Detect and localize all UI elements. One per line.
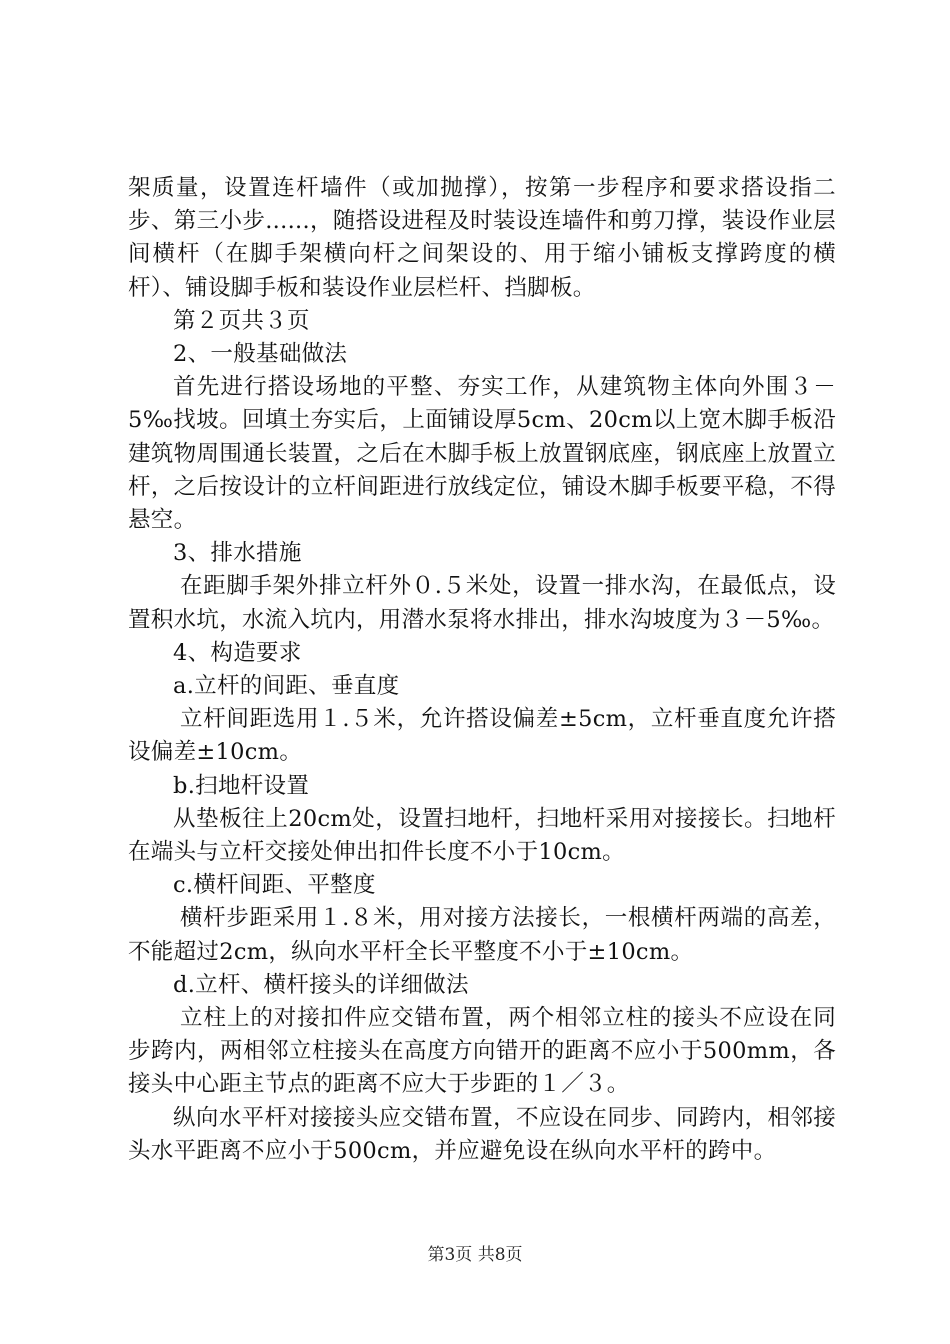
paragraph-b: 从垫板往上20cm处，设置扫地杆，扫地杆采用对接接长。扫地杆在端头与立杆交接处伸出扣件长度不小于10cm。 — [128, 805, 836, 866]
paragraph-a: 立杆间距选用１.５米，允许搭设偏差±5cm，立杆垂直度允许搭设偏差±10cm。 — [128, 706, 836, 766]
paragraph-drainage: 在距脚手架外排立杆外０.５米处，设置一排水沟，在最低点，设置积水坑，水流入坑内，用潜水泵将水排出，排水沟坡度为３－5‰。 — [128, 573, 836, 633]
paragraph-foundation: 首先进行搭设场地的平整、夯实工作，从建筑物主体向外围３－5‰找坡。回填土夯实后，上面铺设厚5cm、20cm以上宽木脚手板沿建筑物周围通长装置，之后在木脚手板上放置钢底座，钢底座上放置立杆，之后按设计的立杆间距进行放线定位，铺设木脚手板要平稳，不得悬空。 — [128, 374, 836, 534]
paragraph-c: 横杆步距采用１.８米，用对接方法接长，一根横杆两端的高差，不能超过2cm，纵向水平杆全长平整度不小于±10cm。 — [128, 905, 836, 965]
subheading-a: a.立杆的间距、垂直度 — [173, 673, 400, 700]
paragraph-d1: 立柱上的对接扣件应交错布置，两个相邻立柱的接头不应设在同步跨内，两相邻立柱接头在高度方向错开的距离不应小于500mm，各接头中心距主节点的距离不应大于步距的１／３。 — [128, 1005, 836, 1098]
subheading-c: c.横杆间距、平整度 — [173, 872, 376, 899]
body-text — [128, 172, 836, 1168]
paragraph-continuation: 架质量，设置连杆墙件（或加抛撑），按第一步程序和要求搭设指二步、第三小步......，随搭设进程及时装设连墙件和剪刀撑，装设作业层间横杆（在脚手架横向杆之间架设的、用于缩小铺板支撑跨度的横杆）、铺设脚手板和装设作业层栏杆、挡脚板。 — [128, 175, 836, 301]
subheading-d: d.立杆、横杆接头的详细做法 — [173, 971, 469, 998]
section-heading-foundation: 2、一般基础做法 — [173, 341, 348, 368]
page-footer: 第3页 共8页 — [427, 1245, 523, 1265]
paragraph-d2: 纵向水平杆对接接头应交错布置，不应设在同步、同跨内，相邻接头水平距离不应小于500cm，并应避免设在纵向水平杆的跨中。 — [128, 1104, 836, 1164]
inner-page-label: 第２页共３页 — [173, 307, 310, 334]
section-heading-structure: 4、构造要求 — [173, 639, 302, 666]
section-heading-drainage: 3、排水措施 — [173, 540, 302, 567]
subheading-b: b.扫地杆设置 — [173, 772, 310, 799]
